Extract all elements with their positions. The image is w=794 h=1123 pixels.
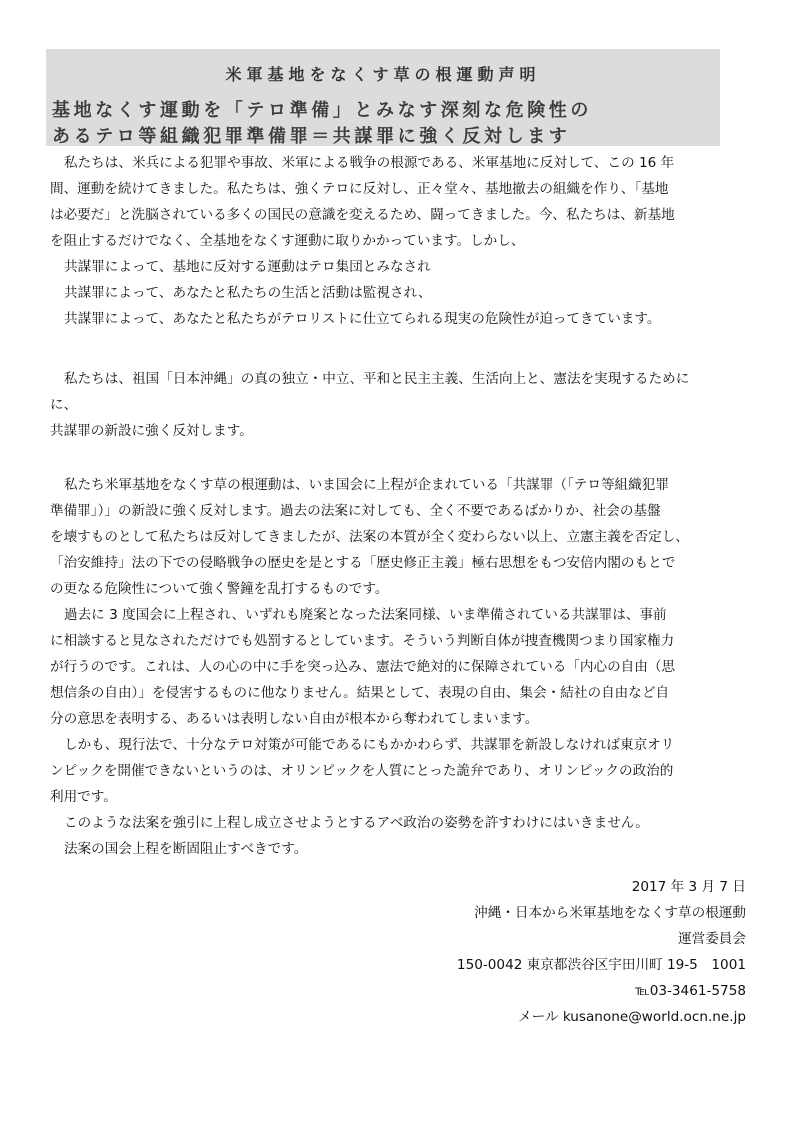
- list-item: 共謀罪によって、あなたと私たちがテロリストに仕立てられる現実の危険性が迫ってきています。: [64, 311, 661, 327]
- text-line: 間、運動を続けてきました。私たちは、強くテロに反対し、正々堂々、基地撤去の組織を作り、「基地: [50, 181, 669, 197]
- paragraph-opposition: [50, 472, 689, 862]
- text-line: 私たちは、祖国「日本沖縄」の真の独立・中立、平和と民主主義、生活向上と、憲法を実現するために: [64, 371, 690, 387]
- statement-subtitle-line1: 基地なくす運動を「テロ準備」とみなす深刻な危険性の: [52, 100, 592, 121]
- text-line: ンピックを開催できないというのは、オリンピックを人質にとった詭弁であり、オリンピックの政治的: [50, 763, 674, 779]
- text-line: 私たちは、米兵による犯罪や事故、米軍による戦争の根源である、米軍基地に反対して、この 16 年: [64, 155, 675, 171]
- signature-email: メール kusanone@world.ocn.ne.jp: [517, 1009, 746, 1025]
- text-line: 共謀罪の新設に強く反対します。: [50, 423, 253, 439]
- text-line: を阻止するだけでなく、全基地をなくす運動に取りかかっています。しかし、: [50, 233, 525, 249]
- text-line: しかも、現行法で、十分なテロ対策が可能であるにもかかわらず、共謀罪を新設しなければ東京オリ: [64, 737, 675, 753]
- text-line: は必要だ」と洗脳されている多くの国民の意識を変えるため、闘ってきました。今、私たちは、新基地: [50, 207, 675, 223]
- list-item: 共謀罪によって、あなたと私たちの生活と活動は監視され、: [64, 285, 432, 301]
- text-line: 「治安維持」法の下での侵略戦争の歴史を是とする「歴史修正主義」極右思想をもつ安倍内閣のもとで: [50, 555, 676, 571]
- text-line: 準備罪」）」の新設に強く反対します。過去の法案に対しても、全く不要であるばかりか、社会の基盤: [50, 503, 661, 519]
- text-line: に、: [50, 397, 78, 413]
- signature-committee: 運営委員会: [678, 931, 746, 947]
- text-line: 想信条の自由）」を侵害するものに他なりません。結果として、表現の自由、集会・結社の自由など自: [50, 685, 670, 701]
- signature-address: 150-0042 東京都渋谷区宇田川町 19-5 1001: [456, 957, 746, 973]
- text-line: の更なる危険性について強く警鐘を乱打するものです。: [50, 581, 389, 597]
- paragraph-homeland: [50, 366, 689, 444]
- signature-tel: ℡03-3461-5758: [635, 983, 746, 999]
- text-line: 分の意思を表明する、あるいは表明しない自由が根本から奪われてしまいます。: [50, 711, 539, 727]
- text-line: 過去に 3 度国会に上程され、いずれも廃案となった法案同様、いま準備されている共謀罪は、事前: [64, 607, 667, 623]
- statement-title: 米軍基地をなくす草の根運動声明: [225, 65, 541, 84]
- signature-block: [457, 874, 746, 1030]
- text-line: 私たち米軍基地をなくす草の根運動は、いま国会に上程が企まれている「共謀罪（「テロ等組織犯罪: [64, 477, 669, 493]
- statement-subtitle-line2: あるテロ等組織犯罪準備罪＝共謀罪に強く反対します: [52, 126, 571, 147]
- text-line: が行うのです。これは、人の心の中に手を突っ込み、憲法で絶対的に保障されている「内心の自由（思: [50, 659, 676, 675]
- text-line: 利用です。: [50, 789, 117, 805]
- text-line: に相談すると見なされただけでも処罰するとしています。そういう判断自体が捜査機関つまり国家権力: [50, 633, 675, 649]
- paragraph-intro: [50, 150, 675, 332]
- text-line: を壊すものとして私たちは反対してきましたが、法案の本質が全く変わらない以上、立憲主義を否定し、: [50, 529, 689, 545]
- signature-organization: 沖縄・日本から米軍基地をなくす草の根運動: [474, 905, 746, 921]
- text-line: 法案の国会上程を断固阻止すべきです。: [64, 841, 308, 857]
- list-item: 共謀罪によって、基地に反対する運動はテロ集団とみなされ: [64, 259, 431, 275]
- text-line: このような法案を強引に上程し成立させようとするアベ政治の姿勢を許すわけにはいきません。: [64, 815, 649, 831]
- statement-header: [46, 49, 720, 146]
- signature-date: 2017 年 3 月 7 日: [631, 879, 746, 895]
